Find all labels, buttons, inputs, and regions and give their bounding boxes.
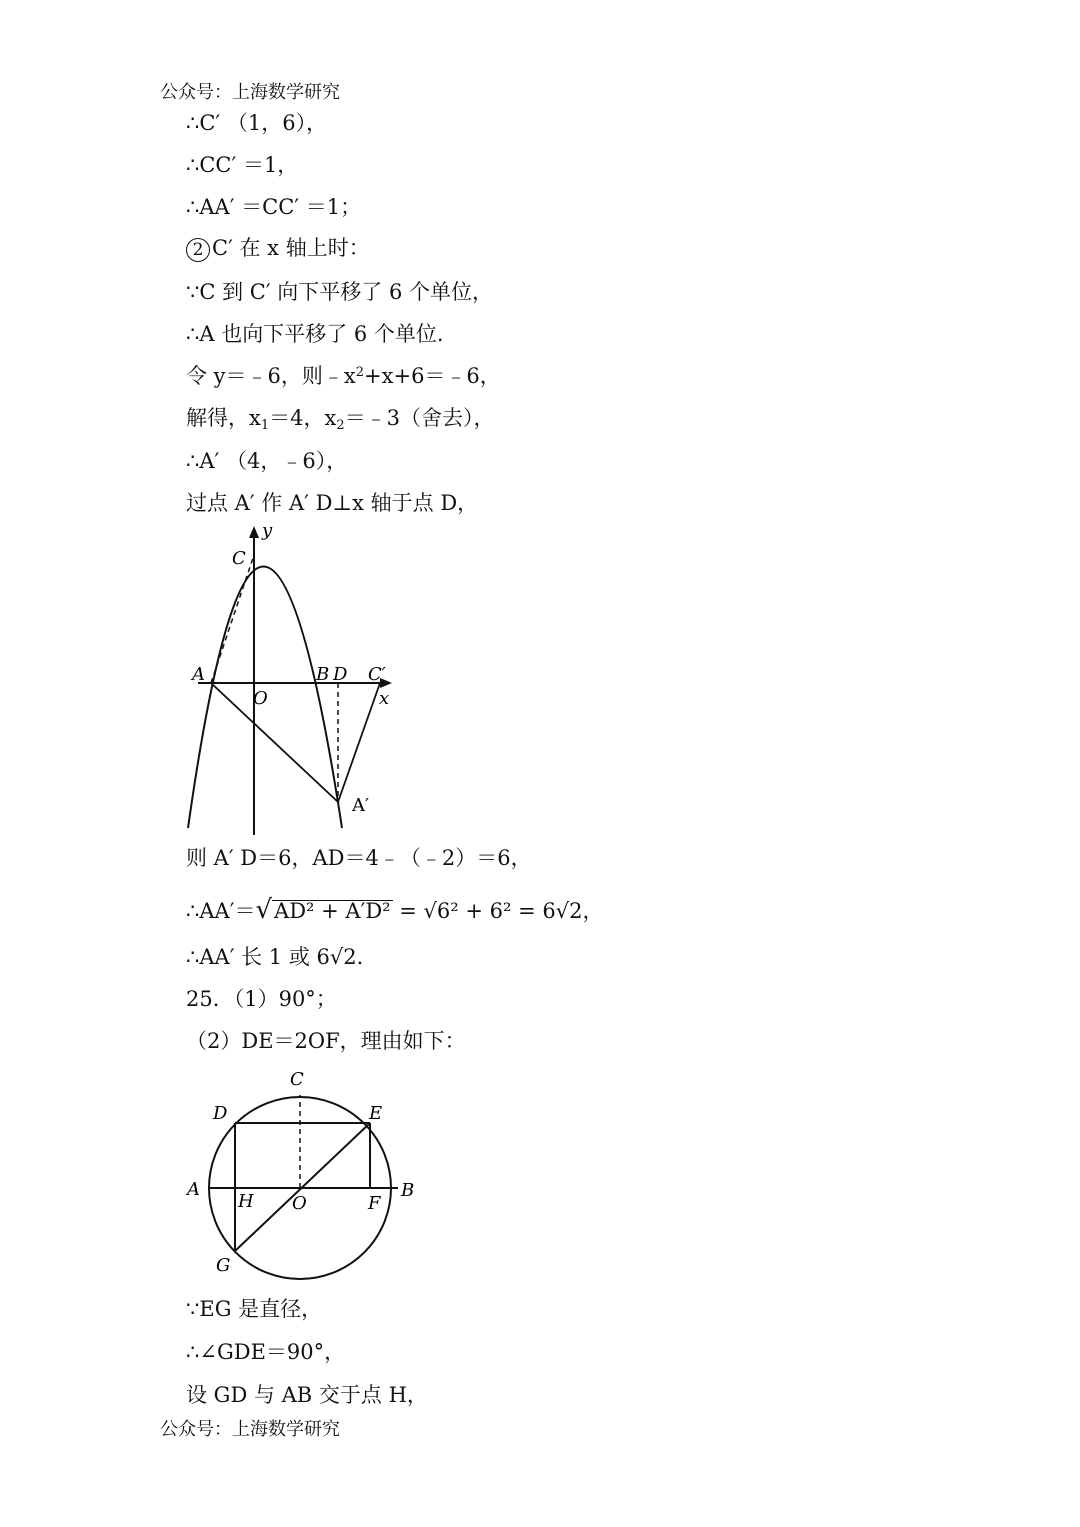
label-f: F xyxy=(368,1193,381,1214)
text-line xyxy=(186,897,604,923)
label-a: A xyxy=(192,664,205,685)
text-line: ∴A′ （4，﹣6）， xyxy=(186,449,348,473)
label-o: O xyxy=(253,688,268,709)
text-line: 25．（1）90°； xyxy=(186,987,337,1011)
radicand: AD² + A′D² xyxy=(274,899,391,923)
text-span: = √6² + 6² = 6√2， xyxy=(392,899,604,923)
segment-a-prime-c-prime xyxy=(338,683,380,802)
subscript: 2 xyxy=(336,418,345,433)
text-line: 过点 A′ 作 A′ D⊥x 轴于点 D， xyxy=(186,491,479,515)
label-c: C xyxy=(232,548,246,569)
label-y: y xyxy=(262,520,273,541)
text-span: ＝4，x xyxy=(269,406,337,430)
label-d: D xyxy=(333,664,348,685)
circle-figure xyxy=(180,1065,420,1285)
text-line: ∵EG 是直径， xyxy=(186,1297,323,1321)
label-b: B xyxy=(401,1180,415,1201)
superscript: 2 xyxy=(355,365,365,380)
label-x: x xyxy=(379,688,390,709)
label-a-prime: A′ xyxy=(352,795,370,816)
label-b: B xyxy=(316,664,330,685)
label-o: O xyxy=(292,1193,307,1214)
circled-number: 2 xyxy=(186,238,210,262)
label-h: H xyxy=(238,1191,254,1212)
text-line xyxy=(186,238,370,262)
segment-ac xyxy=(211,555,254,683)
text-line: （2）DE＝2OF，理由如下： xyxy=(186,1029,466,1053)
text-span: C′ 在 x 轴上时： xyxy=(212,236,370,260)
text-line: 则 A′ D＝6，AD＝4﹣（﹣2）＝6， xyxy=(186,846,532,870)
label-c-prime: C′ xyxy=(368,664,386,685)
radical-sign: √ xyxy=(255,895,273,925)
text-line xyxy=(186,366,501,387)
text-line: ∴A 也向下平移了 6 个单位. xyxy=(186,322,444,346)
label-a: A xyxy=(187,1179,200,1200)
text-line: ∴C′ （1，6）， xyxy=(186,111,328,135)
text-span: ∴AA′＝ xyxy=(186,899,256,923)
page-footer: 公众号：上海数学研究 xyxy=(160,1419,340,1440)
text-line: ∴∠GDE＝90°， xyxy=(186,1340,346,1364)
text-span: 解得，x xyxy=(186,406,261,430)
label-g: G xyxy=(216,1255,231,1276)
text-line: ∴AA′ 长 1 或 6√2. xyxy=(186,945,364,969)
text-line: ∵C 到 C′ 向下平移了 6 个单位， xyxy=(186,280,494,304)
parabola-figure xyxy=(180,520,410,840)
label-c: C xyxy=(290,1069,304,1090)
text-line: 设 GD 与 AB 交于点 H， xyxy=(186,1383,428,1407)
y-axis-arrow xyxy=(249,526,259,538)
subscript: 1 xyxy=(260,418,270,433)
text-span: +x+6＝﹣6， xyxy=(364,364,501,388)
text-span: 令 y＝﹣6，则﹣x xyxy=(186,364,356,388)
label-e: E xyxy=(369,1103,383,1124)
text-line xyxy=(186,406,495,433)
text-span: ＝﹣3（舍去）， xyxy=(344,406,495,430)
page-header: 公众号：上海数学研究 xyxy=(160,82,340,103)
text-line: ∴CC′ ＝1， xyxy=(186,153,299,177)
label-d: D xyxy=(213,1103,228,1124)
text-line: ∴AA′ ＝CC′ ＝1； xyxy=(186,195,362,219)
